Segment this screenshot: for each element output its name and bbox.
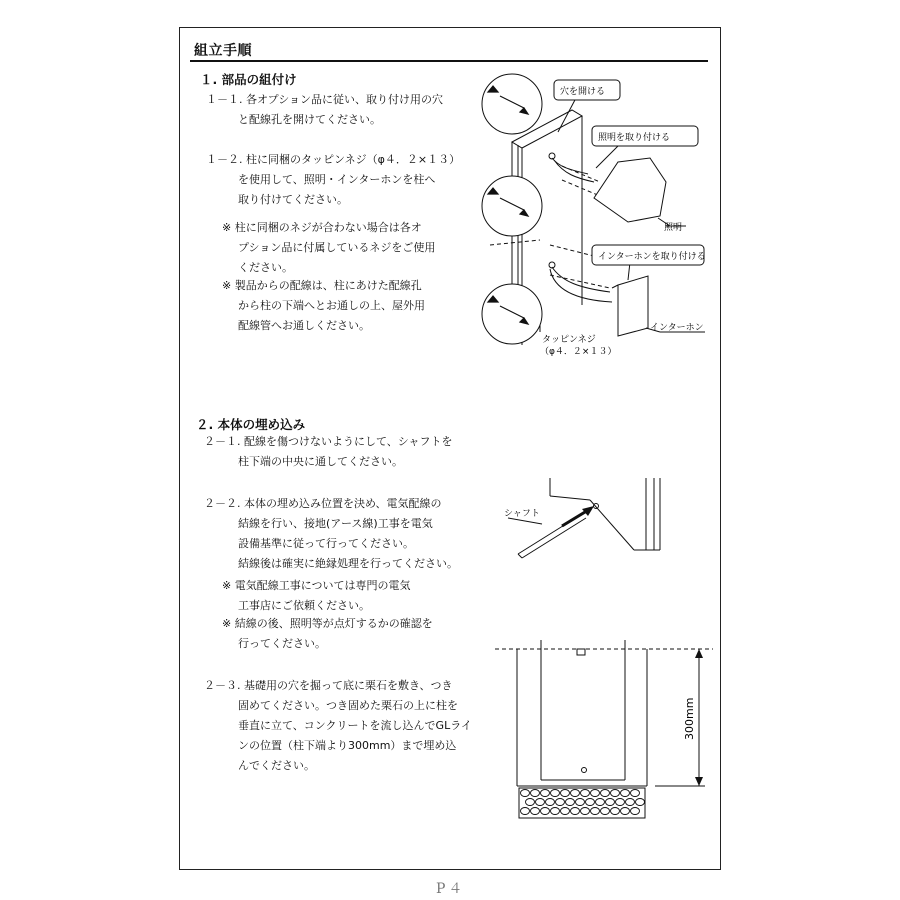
gravel-stone xyxy=(586,799,595,806)
s2-step2-line2: 結線を行い、接地(アース線)工事を電気 xyxy=(238,517,433,530)
gravel-stone xyxy=(531,790,540,797)
s1-note1-line1: ※ 柱に同梱のネジが合わない場合は各オ xyxy=(222,221,422,234)
gravel-stone xyxy=(616,799,625,806)
s1-step2-line2: を使用して、照明・インターホンを柱へ xyxy=(238,173,436,186)
gravel-stone xyxy=(521,808,530,815)
s2-step3-line4: ンの位置（柱下端より300mm）まで埋め込 xyxy=(238,739,457,752)
label-shaft: シャフト xyxy=(504,509,540,519)
parts-mounting-figure xyxy=(480,70,710,360)
gravel-stone xyxy=(596,799,605,806)
gravel-stone xyxy=(541,808,550,815)
gravel-stone xyxy=(621,808,630,815)
gravel-stone xyxy=(591,808,600,815)
s2-step1-line1: ２－１. 配線を傷つけないようにして、シャフトを xyxy=(204,435,453,448)
gravel-stone xyxy=(611,790,620,797)
s2-note1-line2: 工事店にご依頼ください。 xyxy=(238,599,370,612)
title-underline xyxy=(190,60,708,62)
page-title: 組立手順 xyxy=(194,43,252,59)
gravel-stone xyxy=(551,790,560,797)
s1-step2-line3: 取り付けてください。 xyxy=(238,193,348,206)
gravel-stone xyxy=(551,808,560,815)
s1-note2-line2: から柱の下端へとお通しの上、屋外用 xyxy=(238,299,425,312)
gravel-stone xyxy=(526,799,535,806)
gravel-stone xyxy=(571,790,580,797)
burial-depth-figure xyxy=(495,640,715,825)
gravel-stone xyxy=(631,790,640,797)
gravel-stone xyxy=(601,790,610,797)
s2-step3-line2: 固めてください。つき固めた栗石の上に柱を xyxy=(238,699,458,712)
s1-step1-line2: と配線孔を開けてください。 xyxy=(238,113,381,126)
gravel-stone xyxy=(581,808,590,815)
s2-step2-line3: 設備基準に従って行ってください。 xyxy=(238,537,414,550)
gravel-stone xyxy=(571,808,580,815)
gravel-stone xyxy=(556,799,565,806)
gravel-stone xyxy=(541,790,550,797)
shaft-insertion-figure xyxy=(490,478,670,570)
gravel-stone xyxy=(621,790,630,797)
s2-step3-line1: ２－３. 基礎用の穴を掘って底に栗石を敷き、つき xyxy=(204,679,453,692)
s1-note1-line2: プション品に付属しているネジをご使用 xyxy=(238,241,436,254)
gravel-stone xyxy=(581,790,590,797)
section2-heading: ２. 本体の埋め込み xyxy=(196,417,306,432)
s2-step2-line4: 結線後は確実に絶縁処理を行ってください。 xyxy=(238,557,458,570)
page-number: P４ xyxy=(436,881,466,897)
gravel-stone xyxy=(576,799,585,806)
gravel-stone xyxy=(546,799,555,806)
s2-step1-line2: 柱下端の中央に通してください。 xyxy=(238,455,403,468)
section1-heading: １. 部品の組付け xyxy=(200,72,297,87)
s1-note2-line1: ※ 製品からの配線は、柱にあけた配線孔 xyxy=(222,279,422,292)
dimension-300mm: 300mm xyxy=(683,697,696,740)
s2-note1-line1: ※ 電気配線工事については専門の電気 xyxy=(222,579,411,592)
callout-mount-intercom: インターホンを取り付ける xyxy=(598,252,706,262)
gravel-stone xyxy=(561,808,570,815)
label-intercom: インターホン xyxy=(650,323,704,333)
label-tapping-screw: タッピンネジ xyxy=(542,335,596,345)
s2-note2-line1: ※ 結線の後、照明等が点灯するかの確認を xyxy=(222,617,433,630)
gravel-stone xyxy=(601,808,610,815)
s2-step3-line5: んでください。 xyxy=(238,759,315,772)
gravel-stone xyxy=(606,799,615,806)
label-tapping-screw-spec: （φ４．２×１３） xyxy=(540,347,617,357)
s1-step1-line1: １－１. 各オプション品に従い、取り付け用の穴 xyxy=(206,93,444,106)
s2-step2-line1: ２－２. 本体の埋め込み位置を決め、電気配線の xyxy=(204,497,442,510)
gravel-stone xyxy=(531,808,540,815)
s2-step3-line3: 垂直に立て、コンクリートを流し込んでGLライ xyxy=(238,719,472,732)
gravel-stone xyxy=(521,790,530,797)
callout-drill-hole: 穴を開ける xyxy=(560,87,606,97)
gravel-stone xyxy=(591,790,600,797)
gravel-stone xyxy=(631,808,640,815)
s1-step2-line1: １－２. 柱に同梱のタッピンネジ（φ４．２×１３） xyxy=(206,153,461,166)
gravel-stone xyxy=(536,799,545,806)
label-light: 照明 xyxy=(664,223,683,233)
gravel-stone xyxy=(561,790,570,797)
s1-note2-line3: 配線管へお通しください。 xyxy=(238,319,370,332)
gravel-stone xyxy=(636,799,645,806)
s2-note2-line2: 行ってください。 xyxy=(238,637,326,650)
callout-mount-light: 照明を取り付ける xyxy=(598,133,671,143)
gravel-stone xyxy=(611,808,620,815)
gravel-stone xyxy=(566,799,575,806)
s1-note1-line3: ください。 xyxy=(238,261,293,274)
gravel-stone xyxy=(626,799,635,806)
